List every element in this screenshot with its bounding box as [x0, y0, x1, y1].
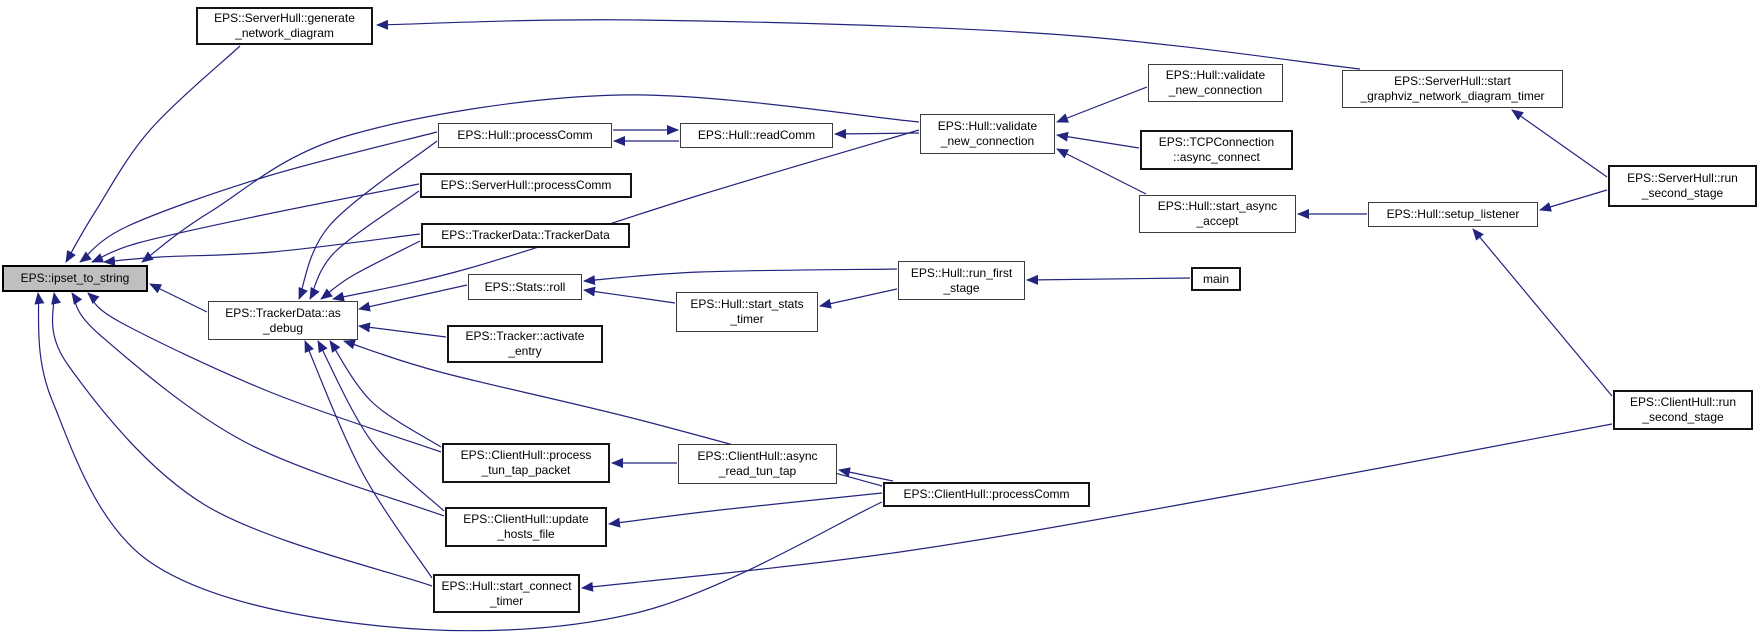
node-graphviz_timer-label: _graphviz_network_diagram_timer — [1360, 89, 1545, 103]
edge-update_hosts-to-as_debug — [318, 341, 444, 511]
edge-td_ctor-to-as_debug — [321, 241, 420, 299]
node-readcomm-label: EPS::Hull::readComm — [697, 128, 816, 142]
node-ipset-label: EPS::ipset_to_string — [20, 271, 130, 285]
node-run_first_stage-label: _stage — [943, 280, 980, 295]
node-generate-label: EPS::ServerHull::generate — [214, 11, 355, 25]
edge-client_processcomm-to-update_hosts — [609, 493, 882, 524]
node-process_tun_tap[interactable] — [442, 443, 610, 483]
node-hull_processcomm-label: EPS::Hull::processComm — [457, 128, 593, 142]
edge-as_debug-to-ipset — [150, 284, 207, 312]
node-process_tun_tap-label: _tun_tap_packet — [481, 463, 571, 477]
node-activate_entry[interactable] — [447, 325, 603, 363]
edge-srv_run2-to-graphviz_timer — [1512, 110, 1607, 177]
node-run_first_stage[interactable] — [898, 261, 1025, 300]
node-generate[interactable] — [196, 7, 373, 45]
edge-start_stats_timer-to-stats_roll — [584, 290, 675, 303]
node-start_async_accept[interactable] — [1139, 195, 1296, 233]
edge-validate_top-to-validate_center — [1057, 87, 1147, 122]
node-client_processcomm[interactable] — [883, 482, 1090, 507]
node-ipset[interactable] — [2, 265, 148, 292]
node-generate-label: _network_diagram — [235, 26, 334, 40]
node-async_connect-label: ::async_connect — [1173, 150, 1260, 164]
node-async_read_tun_tap-label: _read_tun_tap — [718, 464, 797, 478]
node-graphviz_timer[interactable] — [1342, 70, 1563, 108]
node-hull_processcomm[interactable] — [438, 123, 612, 148]
edge-run_first_stage-to-start_stats_timer — [820, 289, 897, 306]
edge-client_run2-to-setup_listener — [1473, 229, 1612, 396]
node-srv_run2-label: EPS::ServerHull::run — [1627, 171, 1738, 185]
node-start_stats_timer-label: EPS::Hull::start_stats — [690, 297, 804, 311]
node-validate_center-label: EPS::Hull::validate — [937, 119, 1038, 133]
node-srv_run2[interactable] — [1608, 165, 1757, 207]
edge-activate_entry-to-as_debug — [359, 326, 446, 337]
edge-main_fn-to-run_first_stage — [1027, 278, 1190, 280]
node-validate_top[interactable] — [1148, 64, 1283, 102]
node-async_connect[interactable] — [1140, 130, 1293, 170]
edge-hull_processcomm-to-as_debug — [299, 141, 437, 299]
edge-graphviz_timer-to-generate — [377, 20, 1360, 69]
node-srv_processcomm-label: EPS::ServerHull::processComm — [440, 178, 612, 192]
node-activate_entry-label: EPS::Tracker::activate — [465, 329, 585, 343]
node-update_hosts-label: _hosts_file — [497, 527, 555, 541]
node-as_debug[interactable] — [208, 301, 358, 340]
node-stats_roll-label: EPS::Stats::roll — [484, 279, 566, 294]
node-start_stats_timer-label: _timer — [730, 312, 764, 326]
edge-async_connect-to-validate_center — [1057, 135, 1139, 148]
node-validate_top-label: _new_connection — [1168, 83, 1263, 97]
node-async_read_tun_tap-label: EPS::ClientHull::async — [697, 449, 818, 463]
node-validate_center-label: _new_connection — [940, 134, 1035, 148]
node-srv_run2-label: _second_stage — [1641, 186, 1724, 200]
node-start_connect_timer-label: EPS::Hull::start_connect — [441, 578, 572, 593]
node-srv_processcomm[interactable] — [420, 173, 632, 198]
node-async_connect-label: EPS::TCPConnection — [1158, 135, 1275, 149]
node-async_read_tun_tap[interactable] — [678, 444, 837, 484]
node-client_run2[interactable] — [1613, 390, 1753, 430]
edge-start_connect_timer-to-as_debug — [305, 341, 432, 578]
node-main_fn[interactable] — [1191, 267, 1241, 291]
node-start_connect_timer[interactable] — [433, 574, 580, 613]
edge-td_ctor-to-ipset — [104, 234, 420, 262]
node-client_processcomm-label: EPS::ClientHull::processComm — [903, 487, 1070, 501]
edge-start_async_accept-to-validate_center — [1057, 149, 1146, 194]
node-setup_listener-label: EPS::Hull::setup_listener — [1386, 207, 1520, 221]
edge-run_first_stage-to-stats_roll — [584, 269, 897, 281]
node-td_ctor-label: EPS::TrackerData::TrackerData — [441, 228, 610, 242]
node-start_connect_timer-label: _timer — [489, 593, 524, 608]
edge-srv_processcomm-to-ipset — [92, 184, 419, 262]
node-run_first_stage-label: EPS::Hull::run_first — [910, 265, 1013, 280]
node-client_run2-label: _second_stage — [1642, 410, 1724, 424]
edge-srv_run2-to-setup_listener — [1540, 190, 1607, 210]
node-process_tun_tap-label: EPS::ClientHull::process — [460, 448, 592, 462]
node-start_async_accept-label: _accept — [1196, 214, 1239, 228]
node-main_fn-label: main — [1202, 271, 1229, 286]
node-as_debug-label: _debug — [262, 320, 304, 335]
node-start_stats_timer[interactable] — [676, 292, 818, 332]
node-update_hosts-label: EPS::ClientHull::update — [463, 512, 589, 526]
node-as_debug-label: EPS::TrackerData::as — [225, 305, 341, 320]
edge-srv_processcomm-to-as_debug — [310, 191, 419, 299]
node-activate_entry-label: _entry — [508, 344, 542, 358]
edge-stats_roll-to-as_debug — [359, 285, 467, 309]
node-graphviz_timer-label: EPS::ServerHull::start — [1394, 74, 1511, 88]
node-readcomm[interactable] — [680, 123, 833, 148]
edge-client_processcomm-to-async_read_tun_tap — [839, 470, 893, 481]
node-td_ctor[interactable] — [421, 223, 630, 248]
node-stats_roll[interactable] — [468, 274, 582, 300]
node-setup_listener[interactable] — [1368, 202, 1538, 227]
node-client_run2-label: EPS::ClientHull::run — [1629, 395, 1737, 409]
node-validate_top-label: EPS::Hull::validate — [1165, 68, 1266, 82]
node-validate_center[interactable] — [920, 114, 1055, 154]
edge-process_tun_tap-to-as_debug — [330, 341, 441, 447]
edge-validate_center-to-as_debug — [333, 130, 919, 299]
edge-generate-to-ipset — [66, 46, 240, 262]
node-start_async_accept-label: EPS::Hull::start_async — [1157, 199, 1278, 213]
node-update_hosts[interactable] — [445, 507, 607, 547]
